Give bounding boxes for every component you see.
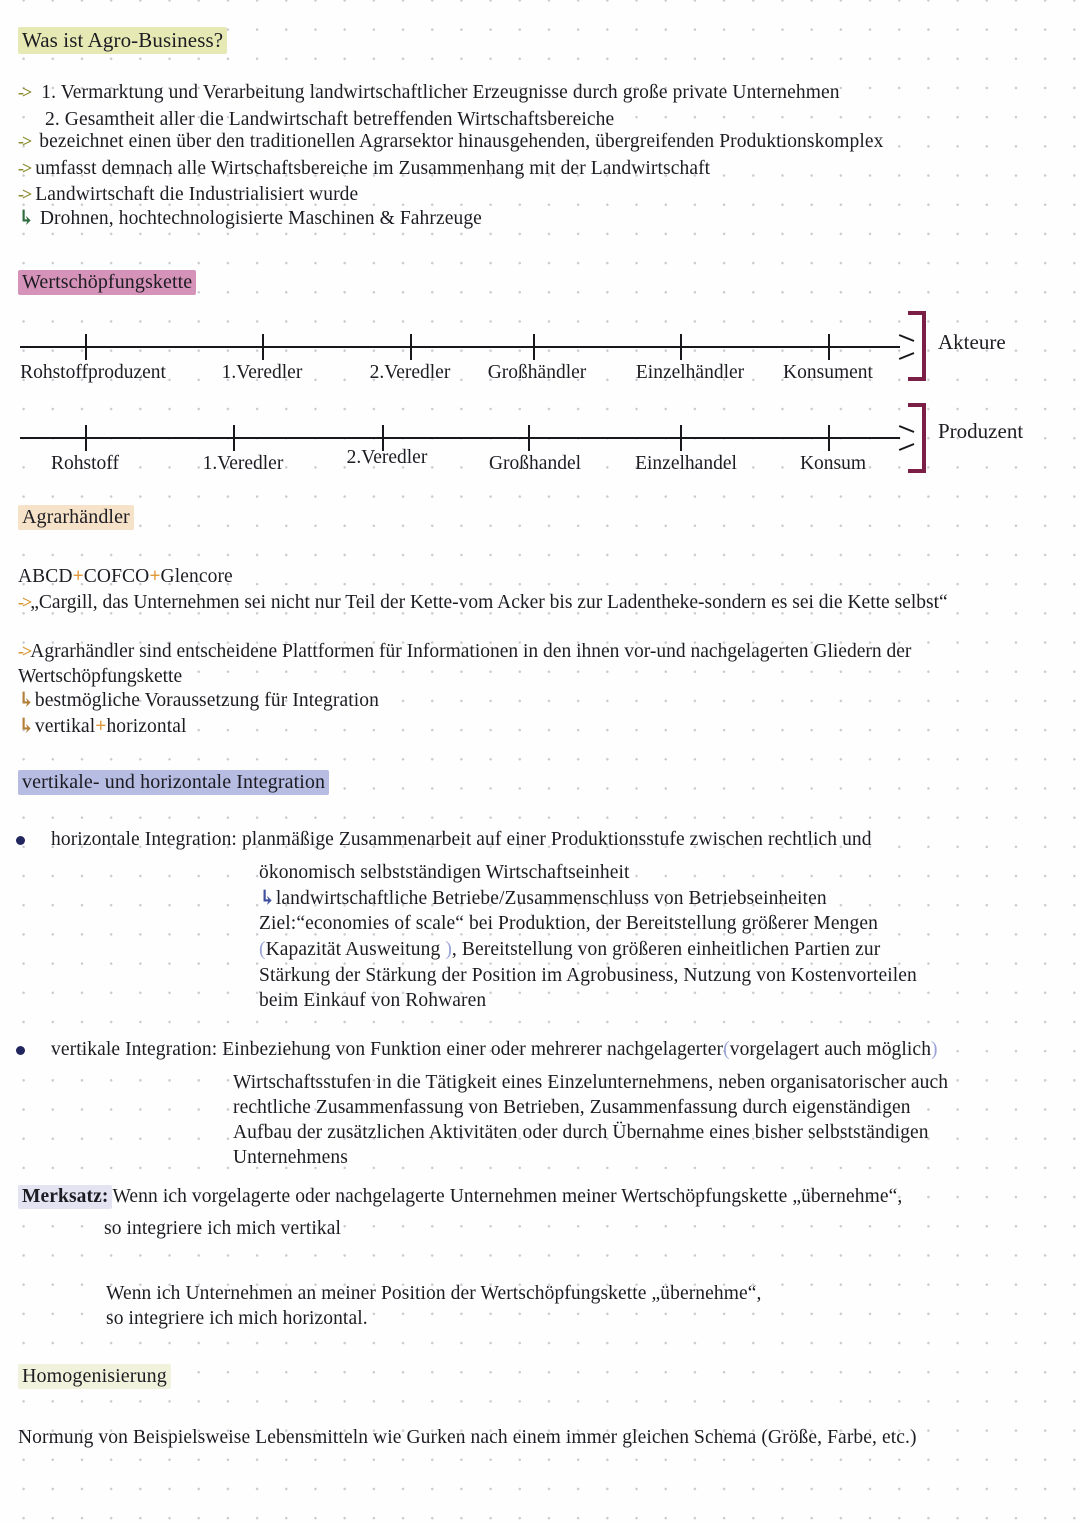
body-line-text: Aufbau der zusätzlichen Aktivitäten oder durch Übernahme eines bisher selbstständigen	[233, 1122, 929, 1143]
vertikale-integration-intro: Einbeziehung von Funktion einer oder mehrerer nachgelagerter	[222, 1039, 724, 1060]
axis-label: Einzelhandel	[635, 453, 737, 474]
goal-line	[259, 914, 878, 934]
arrow-icon: ->	[18, 184, 31, 204]
vertikale-integration-label: vertikale Integration:	[51, 1039, 218, 1060]
heading-integration	[18, 772, 329, 792]
heading-wertschoepfungskette-text: Wertschöpfungskette	[18, 270, 196, 295]
horizontale-integration-label: horizontale Integration:	[51, 829, 237, 850]
paren-close: )	[445, 939, 452, 960]
plus-icon: +	[149, 566, 161, 587]
body-line-text: beim Einkauf von Rohwaren	[259, 990, 487, 1011]
axis-tick	[680, 334, 682, 360]
body-line	[233, 1148, 348, 1168]
homogenisierung-body: Normung von Beispielsweise Lebensmitteln wie Gurken nach einem immer gleichen Schema (Größe, Farbe, etc.)	[18, 1427, 917, 1448]
merksatz-line-2	[104, 1219, 341, 1239]
list-item-label: bestmögliche Voraussetzung für Integration	[34, 690, 379, 711]
list-item	[18, 83, 840, 103]
merksatz-text-4: so integriere ich mich horizontal.	[106, 1308, 368, 1329]
axis-tick	[262, 334, 264, 360]
homogenisierung-text	[18, 1428, 917, 1448]
axis-tick	[828, 334, 830, 360]
heading-agrarhaendler	[18, 507, 134, 527]
list-item	[45, 110, 614, 130]
list-item-label: Drohnen, hochtechnologisierte Maschinen & Fahrzeuge	[39, 208, 482, 229]
list-item-label: Landwirtschaft die Industrialisiert wurde	[35, 184, 359, 205]
merksatz-label: Merksatz:	[18, 1185, 112, 1209]
axis-label: 2.Veredler	[346, 447, 428, 468]
merksatz-text-1: Wenn ich vorgelagerte oder nachgelagerte Unternehmen meiner Wertschöpfungskette „übernehme“,	[112, 1186, 903, 1207]
paren-close: )	[931, 1039, 938, 1060]
axis-label: 2.Veredler	[369, 362, 451, 383]
axis-tick	[533, 334, 535, 360]
list-item	[18, 590, 1066, 615]
axis-label: Einzelhändler	[635, 362, 745, 383]
heading-homogenisierung-text: Homogenisierung	[18, 1364, 171, 1389]
axis-tick	[828, 425, 830, 451]
merksatz-text-2: so integriere ich mich vertikal	[104, 1218, 342, 1239]
hook-line-text: landwirtschaftliche Betriebe/Zusammenschluss von Betriebseinheiten	[275, 888, 827, 909]
bullet-icon	[16, 1046, 25, 1055]
axis-label: Konsum	[799, 453, 867, 474]
axis-line	[20, 437, 900, 439]
axis-tick	[233, 425, 235, 451]
company-name: ABCD	[18, 566, 73, 587]
list-item	[18, 639, 1070, 689]
list-item	[18, 208, 482, 229]
axis-label: Konsument	[783, 362, 873, 383]
body-line	[259, 991, 486, 1011]
axis-label: 1.Veredler	[221, 362, 303, 383]
list-item-label: 1. Vermarktung und Verarbeitung landwirtschaftlicher Erzeugnisse durch große private Unternehmen	[41, 82, 840, 103]
paren-open: (	[259, 939, 266, 960]
arrow-icon: ->	[18, 82, 31, 102]
horizontale-integration-line	[51, 830, 872, 850]
list-item	[18, 716, 187, 737]
axis-label: Rohstoff	[51, 453, 119, 474]
company-name: COFCO	[83, 566, 150, 587]
body-line	[233, 1098, 911, 1118]
hook-line	[259, 888, 827, 909]
body-line-text: Wirtschaftsstufen in die Tätigkeit eines Einzelunternehmens, neben organisatorischer auch	[233, 1072, 949, 1093]
plus-icon: +	[95, 716, 107, 737]
bracket-label: Produzent	[938, 419, 1024, 443]
arrow-icon: ->	[18, 641, 31, 661]
body-line	[233, 1123, 929, 1143]
body-line-text: rechtliche Zusammenfassung von Betrieben, Zusammenfassung durch eigenständigen	[233, 1097, 911, 1118]
body-line-text: Unternehmens	[233, 1147, 348, 1168]
heading-homogenisierung	[18, 1366, 171, 1386]
vertikale-paren-text: vorgelagert auch möglich	[729, 1039, 932, 1060]
body-line-text: Stärkung der Stärkung der Position im Agrobusiness, Nutzung von Kostenvorteilen	[259, 965, 917, 986]
heading-agro-business	[18, 30, 227, 51]
body-line-text: ökonomisch selbstständigen Wirtschaftseinheit	[259, 862, 630, 883]
body-line	[259, 863, 630, 883]
axis-tick	[680, 425, 682, 451]
heading-integration-text: vertikale- und horizontale Integration	[18, 770, 329, 795]
list-item	[18, 185, 358, 205]
hook-arrow-icon: ↳	[18, 207, 35, 229]
list-item-label: horizontal	[106, 716, 187, 737]
plus-icon: +	[72, 566, 84, 587]
company-list	[18, 567, 233, 587]
list-item-label: Agrarhändler sind entscheidene Plattformen für Informationen in den ihnen vor-und nachgelagerten Gliedern der Wertschöpfungskette	[18, 641, 912, 687]
arrow-icon: ->	[18, 158, 31, 178]
merksatz-text-3: Wenn ich Unternehmen an meiner Position der Wertschöpfungskette „übernehme“,	[106, 1283, 762, 1304]
list-item-label: vertikal	[34, 716, 96, 737]
axis-label: Großhändler	[487, 362, 587, 383]
axis-label: Großhandel	[488, 453, 582, 474]
merksatz-line-4	[106, 1309, 368, 1329]
bracket-label: Akteure	[938, 330, 1006, 354]
arrow-icon: ->	[18, 131, 31, 151]
list-item-label: umfasst demnach alle Wirtschaftsbereiche im Zusammenhang mit der Landwirtschaft	[35, 158, 711, 179]
hook-arrow-icon: ↳	[18, 689, 35, 711]
axis-tick	[410, 334, 412, 360]
capacity-text: Kapazität Ausweitung	[265, 939, 446, 960]
list-item-label: „Cargill, das Unternehmen sei nicht nur Teil der Kette-vom Acker bis zur Ladentheke-sondern es sei die Kette selbst“	[30, 592, 948, 613]
list-item-label: 2. Gesamtheit aller die Landwirtschaft betreffenden Wirtschaftsbereiche	[45, 109, 615, 130]
hook-arrow-icon: ↳	[259, 887, 276, 909]
list-item	[18, 159, 710, 179]
goal-line-text: Ziel:“economies of scale“ bei Produktion, der Bereitstellung größerer Mengen	[259, 913, 878, 934]
hook-arrow-icon: ↳	[18, 715, 35, 737]
heading-agro-business-text: Was ist Agro-Business?	[18, 27, 227, 54]
list-item	[18, 132, 884, 152]
heading-agrarhaendler-text: Agrarhändler	[18, 505, 134, 530]
axis-label: 1.Veredler	[202, 453, 284, 474]
horizontale-integration-intro: planmäßige Zusammenarbeit auf einer Produktionsstufe zwischen rechtlich und	[241, 829, 872, 850]
merksatz-line-3	[106, 1284, 762, 1304]
paren-open: (	[723, 1039, 730, 1060]
axis-line	[20, 346, 900, 348]
axis-tick	[528, 425, 530, 451]
body-line	[259, 966, 917, 986]
body-line	[233, 1073, 948, 1093]
merksatz-line-1	[18, 1187, 902, 1207]
bracket-akteure	[908, 311, 926, 381]
axis-label: Rohstoffproduzent	[20, 362, 166, 383]
after-paren-text: , Bereitstellung von größeren einheitlichen Partien zur	[451, 939, 881, 960]
bullet-icon	[16, 836, 25, 845]
list-item	[18, 690, 379, 711]
axis-tick	[85, 334, 87, 360]
list-item-label: bezeichnet einen über den traditionellen Agrarsektor hinausgehenden, übergreifenden Produktionskomplex	[39, 131, 884, 152]
axis-tick	[85, 425, 87, 451]
capacity-line	[259, 940, 880, 960]
heading-wertschoepfungskette	[18, 272, 196, 292]
company-name: Glencore	[160, 566, 233, 587]
bracket-produzent	[908, 403, 926, 473]
arrow-icon: ->	[18, 592, 31, 612]
vertikale-integration-line	[51, 1040, 938, 1060]
